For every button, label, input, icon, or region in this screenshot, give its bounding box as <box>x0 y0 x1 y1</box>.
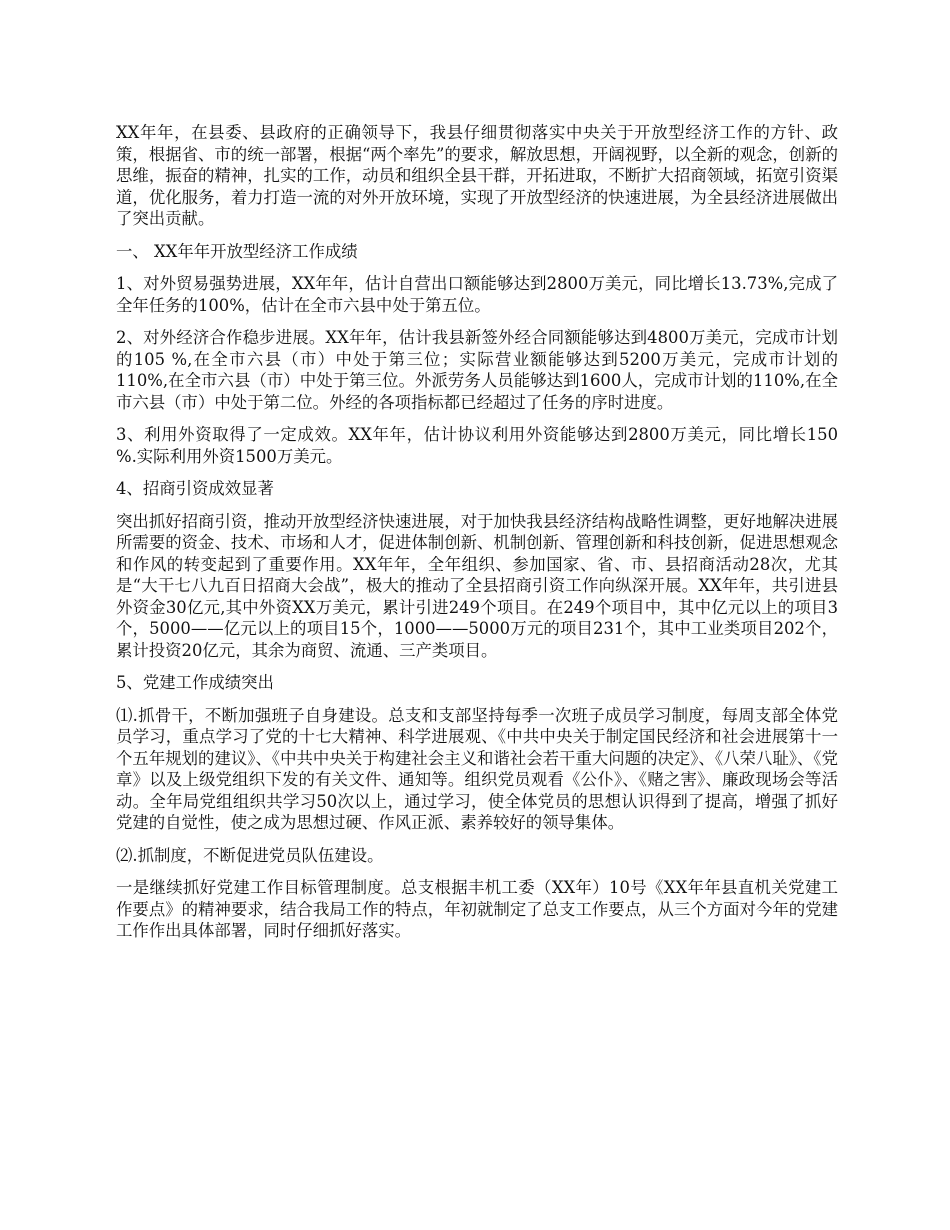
paragraph-investment-attraction: 突出抓好招商引资，推动开放型经济快速进展，对于加快我县经济结构战略性调整，更好地解决进展所需要的资金、技术、市场和人才，促进体制创新、机制创新、管理创新和科技创新，促进思想观念和作风的转变起到了重要作用。XX年年，全年组织、参加国家、省、市、县招商活动28次，尤其是“大干七八九百日招商大会战”，极大的推动了全县招商引资工作向纵深开展。XX年年，共引进县外资金30亿元,其中外资XX万美元，累计引进249个项目。在249个项目中，其中亿元以上的项目3个，5000——亿元以上的项目15个，1000——5000万元的项目231个，其中工业类项目202个，累计投资20亿元，其余为商贸、流通、三产类项目。 <box>116 511 838 660</box>
section-heading-achievements: 一、 XX年年开放型经济工作成绩 <box>116 241 358 261</box>
document-body <box>116 122 838 953</box>
paragraph-foreign-trade: 1、对外贸易强势进展，XX年年，估计自营出口额能够达到2800万美元，同比增长13.73%,完成了全年任务的100%，估计在全市六县中处于第五位。 <box>116 274 838 315</box>
intro-paragraph: XX年年，在县委、县政府的正确领导下，我县仔细贯彻落实中央关于开放型经济工作的方针、政策，根据省、市的统一部署，根据“两个率先”的要求，解放思想，开阔视野，以全新的观念，创新的思维，振奋的精神，扎实的工作，动员和组织全县干群，开拓进取，不断扩大招商领域，拓宽引资渠道，优化服务，着力打造一流的对外开放环境，实现了开放型经济的快速进展，为全县经济进展做出了突出贡献。 <box>116 123 838 228</box>
paragraph-leadership-building: ⑴.抓骨干，不断加强班子自身建设。总支和支部坚持每季一次班子成员学习制度，每周支部全体党员学习，重点学习了党的十七大精神、科学进展观、《中共中央关于制定国民经济和社会进展第十一个五年规划的建议》、《中共中央关于构建社会主义和谐社会若干重大问题的决定》、《八荣八耻》、《党章》以及上级党组织下发的有关文件、通知等。组织党员观看《公仆》、《赌之害》、廉政现场会等活动。全年局党组组织共学习50次以上，通过学习，使全体党员的思想认识得到了提高，增强了抓好党建的自觉性，使之成为思想过硬、作风正派、素养较好的领导集体。 <box>116 705 838 832</box>
paragraph-foreign-investment: 3、利用外资取得了一定成效。XX年年，估计协议利用外资能够达到2800万美元，同比增长150 %.实际利用外资1500万美元。 <box>116 425 838 466</box>
subheading-party-building: 5、党建工作成绩突出 <box>116 673 274 692</box>
paragraph-economic-cooperation: 2、对外经济合作稳步进展。XX年年，估计我县新签外经合同额能够达到4800万美元，完成市计划的105 %,在全市六县（市）中处于第三位；实际营业额能够达到5200万美元，完成市计划的110%,在全市六县（市）中处于第三位。外派劳务人员能够达到1600人，完成市计划的110%,在全市六县（市）中处于第二位。外经的各项指标都已经超过了任务的序时进度。 <box>116 328 838 412</box>
subheading-investment-attraction: 4、招商引资成效显著 <box>116 479 274 498</box>
paragraph-target-management: 一是继续抓好党建工作目标管理制度。总支根据丰机工委（XX年）10号《XX年年县直机关党建工作要点》的精神要求，结合我局工作的特点，年初就制定了总支工作要点，从三个方面对今年的党建工作作出具体部署，同时仔细抓好落实。 <box>116 878 838 940</box>
paragraph-system-building: ⑵.抓制度，不断促进党员队伍建设。 <box>116 845 384 865</box>
